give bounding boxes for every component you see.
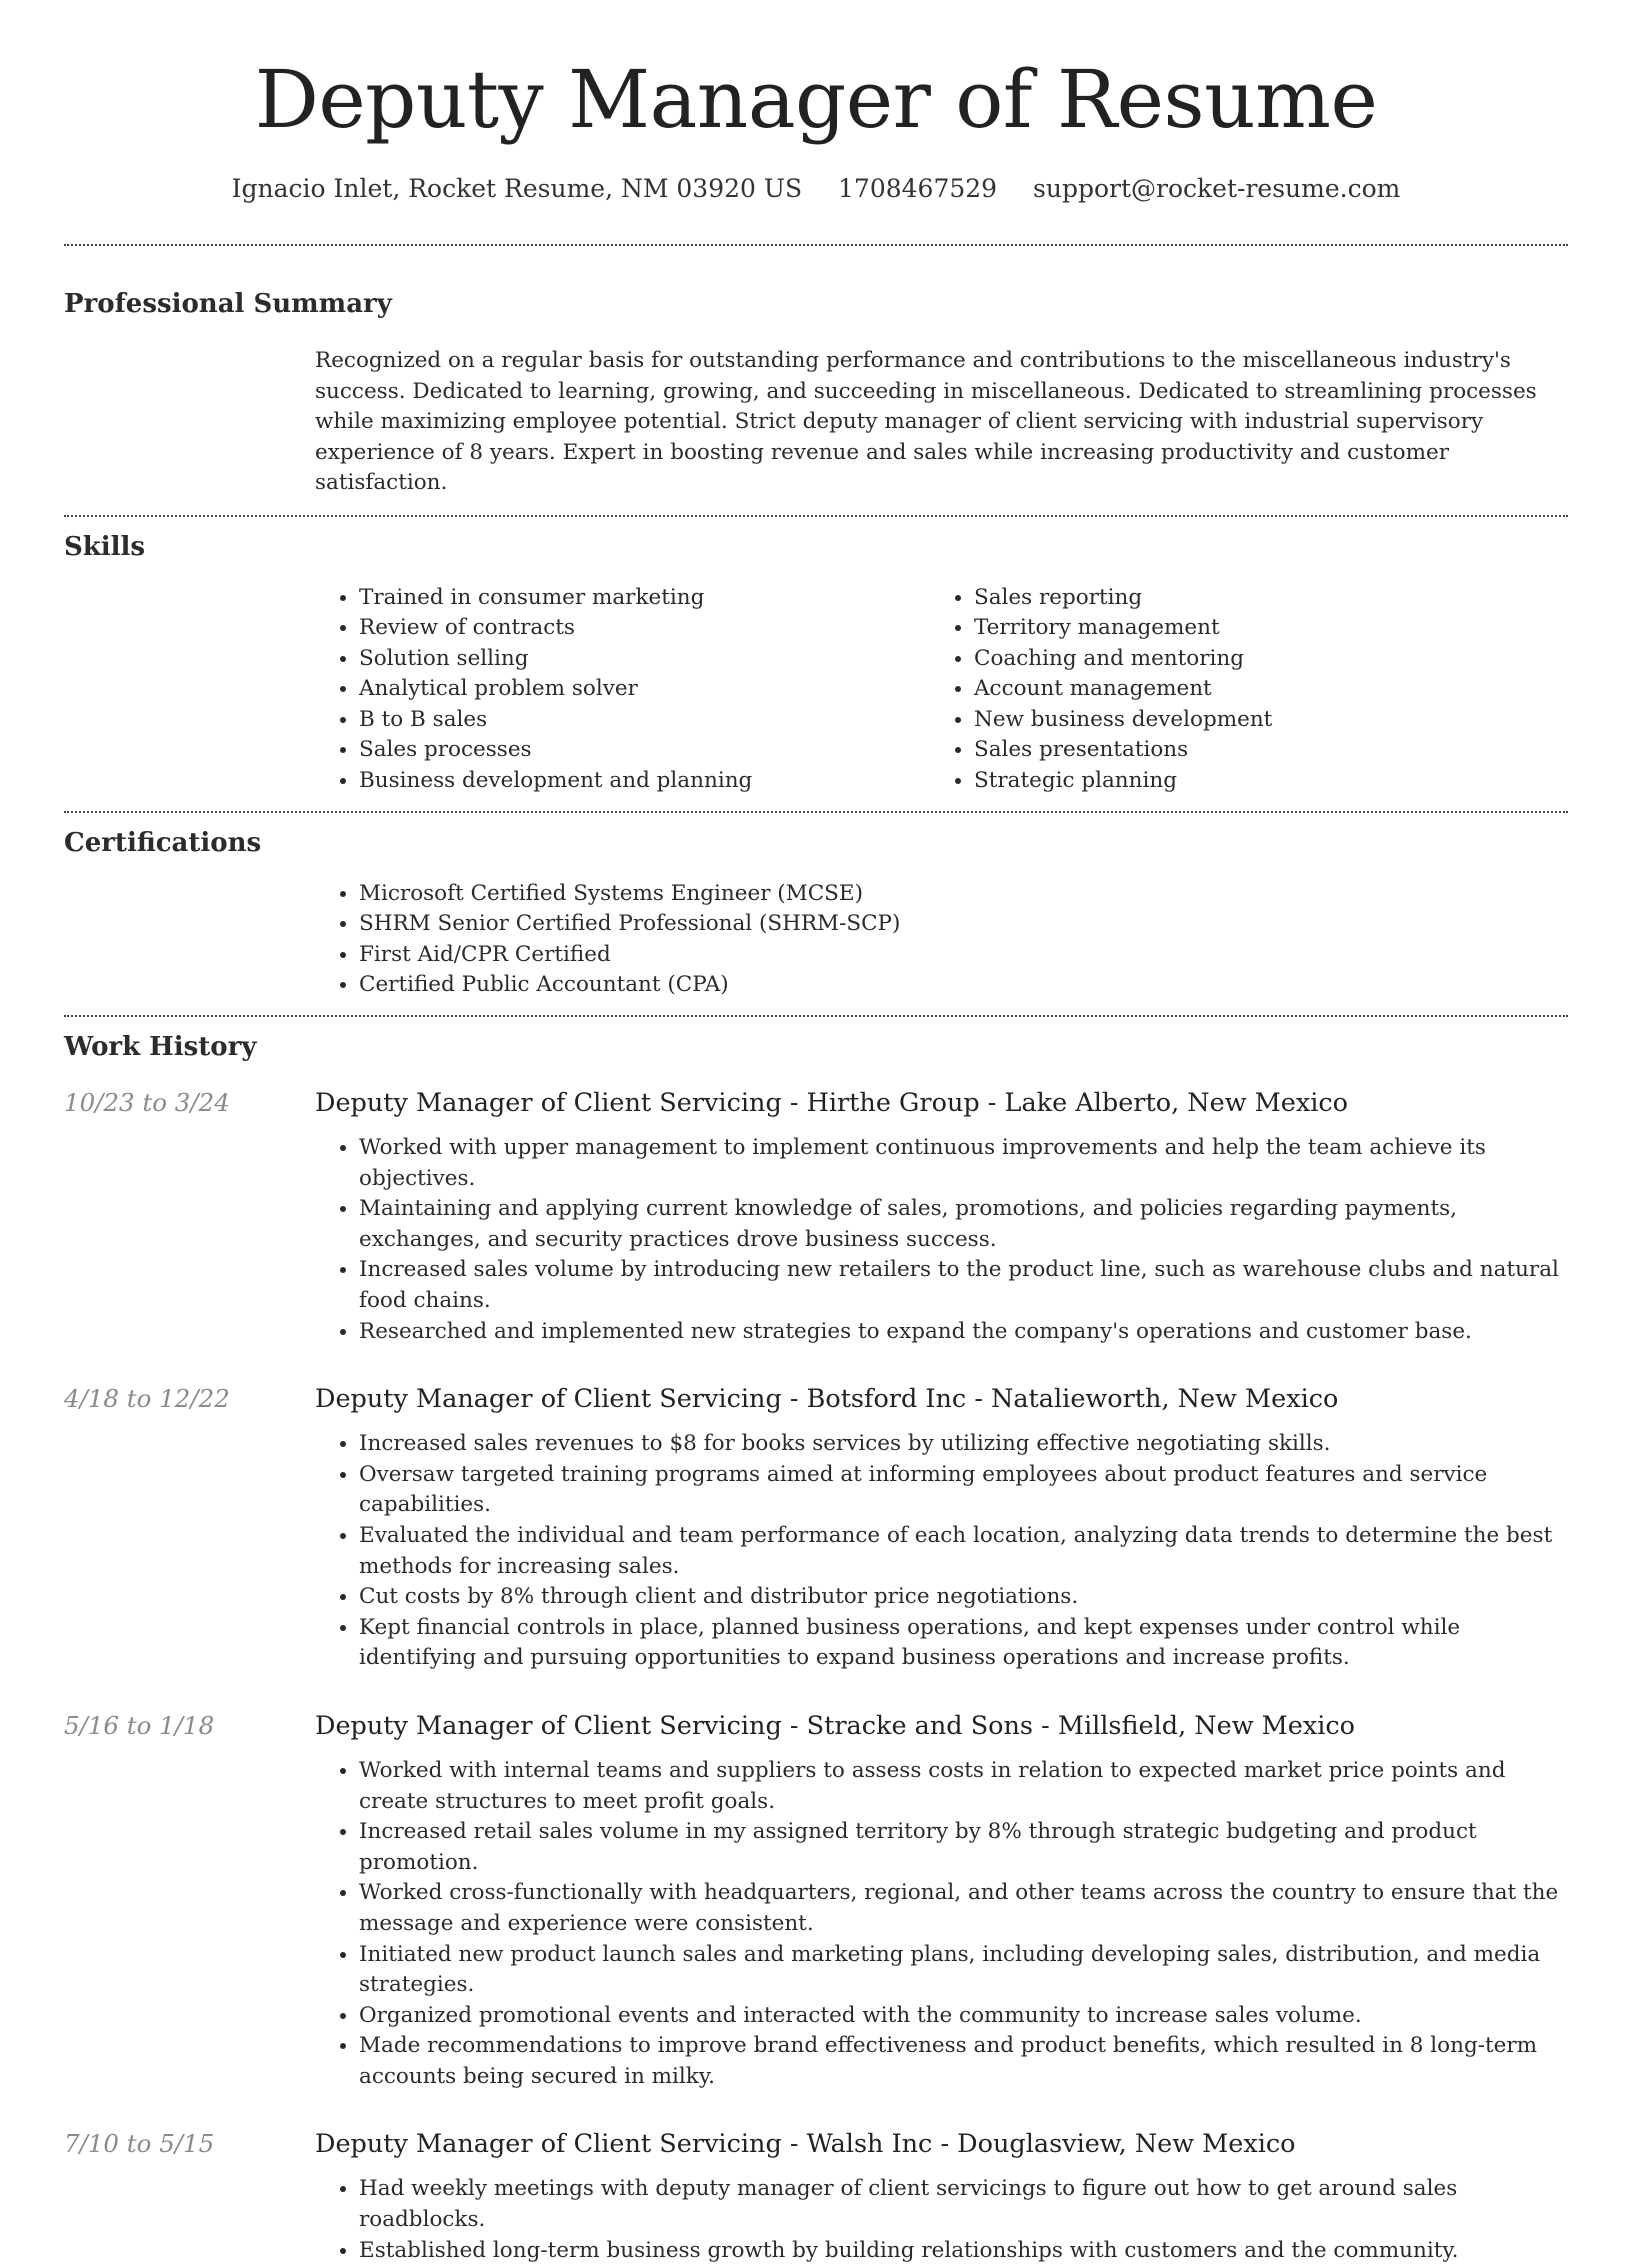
skill-item: • Account management [974,674,1545,705]
job-dates: 7/10 to 5/15 [64,2129,215,2159]
skill-item: • Analytical problem solver [359,674,930,705]
skills-column-left [315,583,930,797]
job-title: Deputy Manager of Client Servicing - Stracke and Sons - Millsfield, New Mexico [315,1710,1356,1741]
skill-item: • Territory management [974,613,1545,644]
job-bullet: • Worked cross-functionally with headquarters, regional, and other teams across the country to ensure that the message and experience were consistent. [359,1878,1568,1939]
certifications-section [64,813,1568,1001]
contact-address: Ignacio Inlet, Rocket Resume, NM 03920 US [231,174,803,203]
summary-text: Recognized on a regular basis for outstanding performance and contributions to the miscellaneous industry's success. Dedicated to learning, growing, and succeeding in miscellaneous. Dedicated to streamlining processes while maximizing employee potential. Strict deputy manager of client servicing with industrial supervisory experience of 8 years. Expert in boosting revenue and sales while increasing productivity and customer satisfaction. [315,348,1537,495]
job-bullet: • Researched and implemented new strategies to expand the company's operations and customer base. [359,1317,1568,1348]
contact-email: support@rocket-resume.com [1033,174,1401,203]
job-bullet: • Worked with upper management to implement continuous improvements and help the team achieve its objectives. [359,1133,1568,1194]
certification-item: • First Aid/CPR Certified [359,940,1568,971]
skill-item: • Sales reporting [974,583,1545,614]
section-title-skills: Skills [64,531,146,562]
skills-column-right [930,583,1545,797]
job-bullet: • Worked with internal teams and suppliers to assess costs in relation to expected market price points and create structures to meet profit goals. [359,1756,1568,1817]
job-entry [64,1085,1568,1347]
section-title-work-history: Work History [64,1032,257,1063]
job-bullets [315,1133,1568,1347]
job-bullet: • Evaluated the individual and team performance of each location, analyzing data trends to determine the best methods for increasing sales. [359,1521,1568,1582]
job-title: Deputy Manager of Client Servicing - Walsh Inc - Douglasview, New Mexico [315,2129,1296,2160]
skills-section [64,517,1568,797]
job-bullet: • Had weekly meetings with deputy manager of client servicings to figure out how to get around sales roadblocks. [359,2174,1568,2235]
job-bullet: • Increased retail sales volume in my assigned territory by 8% through strategic budgeting and product promotion. [359,1817,1568,1878]
section-title-summary: Professional Summary [64,289,392,319]
skill-item: • New business development [974,705,1545,736]
job-dates: 10/23 to 3/24 [64,1088,230,1118]
certification-item: • Microsoft Certified Systems Engineer (MCSE) [359,879,1568,910]
job-bullets [315,2174,1568,2266]
skill-item: • Sales presentations [974,735,1545,766]
skill-item: • Trained in consumer marketing [359,583,930,614]
job-title: Deputy Manager of Client Servicing - Botsford Inc - Natalieworth, New Mexico [315,1384,1339,1415]
skills-list [315,583,1568,797]
skill-item: • Business development and planning [359,766,930,797]
job-dates: 5/16 to 1/18 [64,1710,215,1740]
job-bullet: • Increased sales volume by introducing new retailers to the product line, such as warehouse clubs and natural food chains. [359,1255,1568,1316]
divider [64,244,1568,246]
skill-item: • Coaching and mentoring [974,644,1545,675]
skill-item: • B to B sales [359,705,930,736]
job-bullet: • Organized promotional events and interacted with the community to increase sales volume. [359,2001,1568,2032]
contact-phone: 1708467529 [838,174,998,203]
job-bullet: • Kept financial controls in place, planned business operations, and kept expenses under control while identifying and pursuing opportunities to expand business operations and increase profits. [359,1613,1568,1674]
certifications-list [315,879,1568,1001]
contact-line [64,170,1568,208]
job-bullet: • Maintaining and applying current knowledge of sales, promotions, and policies regarding payments, exchanges, and security practices drove business success. [359,1194,1568,1255]
skill-item: • Strategic planning [974,766,1545,797]
job-bullets [315,1756,1568,2093]
work-history-section [64,1017,1568,2266]
job-bullets [315,1429,1568,1674]
certification-item: • Certified Public Accountant (CPA) [359,970,1568,1001]
job-bullet: • Established long-term business growth by building relationships with customers and the community. [359,2236,1568,2266]
job-title: Deputy Manager of Client Servicing - Hirthe Group - Lake Alberto, New Mexico [315,1088,1349,1119]
job-bullet: • Cut costs by 8% through client and distributor price negotiations. [359,1582,1568,1613]
job-entry [64,2126,1568,2266]
job-bullet: • Made recommendations to improve brand effectiveness and product benefits, which resulted in 8 long-term accounts being secured in milky. [359,2031,1568,2092]
section-title-certifications: Certifications [64,827,262,858]
job-bullet: • Initiated new product launch sales and marketing plans, including developing sales, distribution, and media strategies. [359,1940,1568,2001]
job-bullet: • Increased sales revenues to $8 for books services by utilizing effective negotiating skills. [359,1429,1568,1460]
certification-item: • SHRM Senior Certified Professional (SHRM-SCP) [359,909,1568,940]
job-dates: 4/18 to 12/22 [64,1384,230,1414]
job-bullet: • Oversaw targeted training programs aimed at informing employees about product features and service capabilities. [359,1460,1568,1521]
skill-item: • Sales processes [359,735,930,766]
skill-item: • Review of contracts [359,613,930,644]
skill-item: • Solution selling [359,644,930,675]
resume-name: Deputy Manager of Resume [254,53,1378,146]
job-entry [64,1708,1568,2093]
job-entry [64,1381,1568,1674]
summary-section [64,286,1568,499]
